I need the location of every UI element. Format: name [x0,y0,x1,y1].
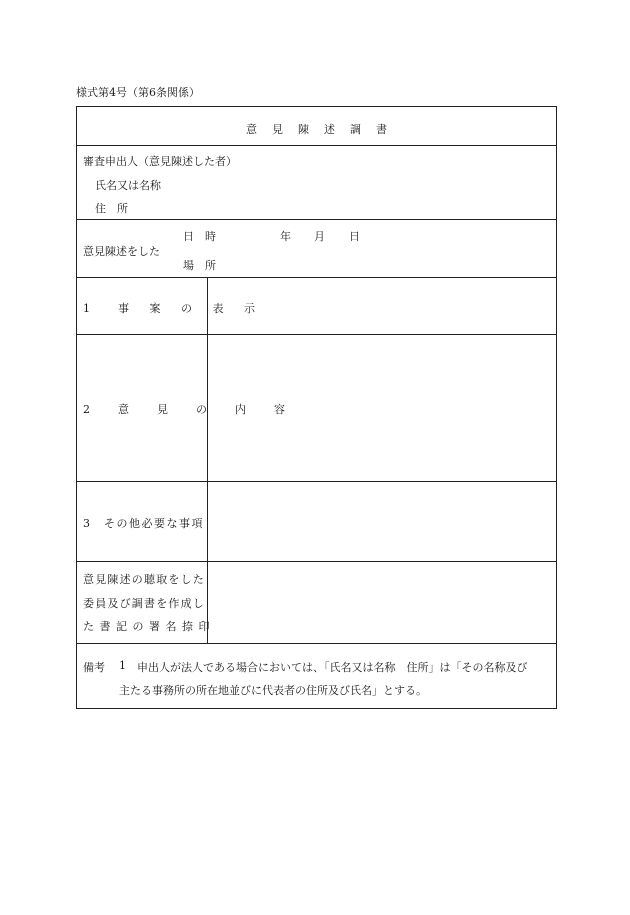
hearing-datetime-label: 日 時 [183,230,216,243]
signature-label-line1: 意見陳述の聴取をした [83,573,205,586]
hearing-day: 日 [349,230,360,243]
hearing-year: 年 [280,230,291,243]
other-label: 3 その他必要な事項 [83,517,204,530]
divider [77,145,556,146]
divider [77,481,556,482]
signature-label-line2: 委員及び調書を作成し [83,597,205,610]
remarks-number: 1 [119,659,126,672]
hearing-place-label: 場 所 [183,259,216,272]
hearing-month: 月 [314,230,325,243]
form-title: 意見陳述調書 [246,123,402,136]
signature-label-line3: た書記の署名捺印 [83,620,215,633]
case-label: 1 事 案 の 表 示 [83,302,264,315]
hearing-label: 意見陳述をした [83,245,160,258]
opinion-statement-form [76,106,557,709]
form-number: 様式第4号（第6条関係） [76,86,200,99]
opinion-label: 2 意 見 の 内 容 [83,403,294,416]
applicant-address-label: 住 所 [95,202,128,215]
applicant-heading: 審査申出人（意見陳述した者） [83,155,237,168]
applicant-name-label: 氏名又は名称 [95,179,161,192]
remarks-line2: 主たる事務所の所在地並びに代表者の住所及び氏名」とする。 [119,684,427,697]
column-divider [207,277,208,643]
divider [77,277,556,278]
remarks-line1: 申出人が法人である場合においては、「氏名又は名称 住所」は「その名称及び [137,661,528,674]
divider [77,643,556,644]
divider [77,561,556,562]
divider [77,219,556,220]
remarks-label: 備考 [83,661,105,674]
divider [77,334,556,335]
